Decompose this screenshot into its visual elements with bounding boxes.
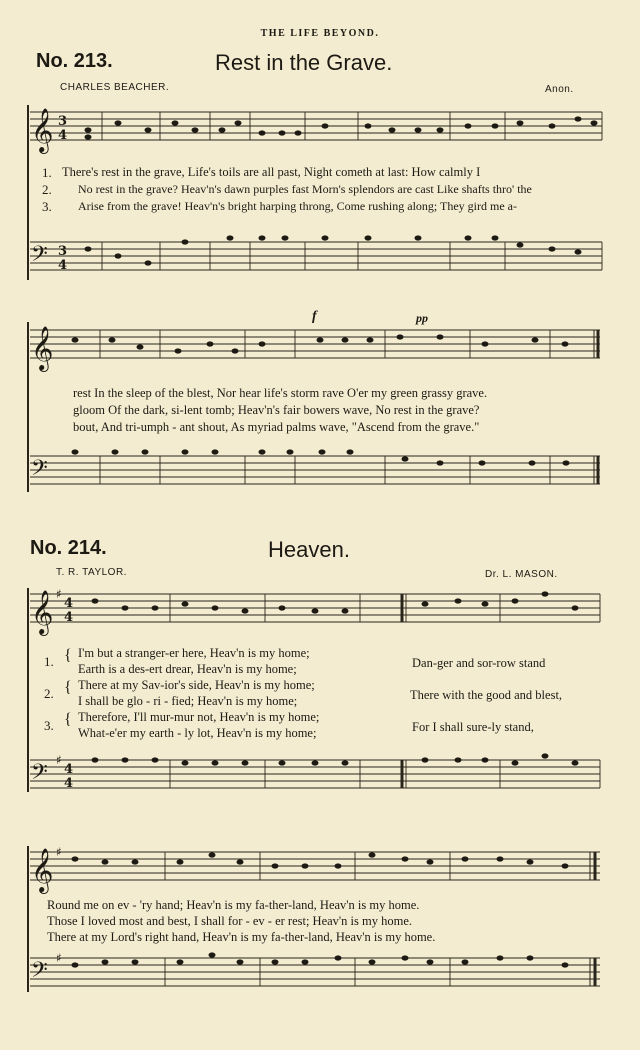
lyric-line: There at my Sav-ior's side, Heav'n is my home; [78,678,315,692]
hymn-214-title: Heaven. [268,537,350,562]
brace: { [64,711,72,728]
svg-text:3: 3 [58,244,68,259]
bass-clef: 𝄢 [31,242,48,272]
verse-number: 3. [42,199,52,214]
verse-number: 2. [42,182,52,197]
svg-text:♯: ♯ [56,951,62,965]
svg-text:4: 4 [64,762,74,777]
lyric-line: gloom Of the dark, si-lent tomb; Heav'n's fair bowers wave, No rest in the grave? [73,403,480,417]
lyric-line: Those I loved most and best, I shall for - ev - er rest; Heav'n is my home. [47,914,413,928]
lyric-line: Dan-ger and sor-row stand [412,656,546,670]
svg-text:4: 4 [58,258,68,273]
verse-number: 2. [44,686,54,701]
svg-text:𝄞: 𝄞 [31,590,54,634]
svg-text:𝄞: 𝄞 [31,848,54,892]
brace: { [64,647,72,664]
lyric-line: There's rest in the grave, Life's toils are all past, Night cometh at last: How calmly I [62,165,481,179]
bar-lines [100,112,602,986]
svg-text:♯: ♯ [56,753,62,767]
lyric-line: What-e'er my earth - ly lot, Heav'n is my home; [78,726,317,740]
hymn-214-composer-right: Dr. L. MASON. [485,569,558,580]
hymn-214-sys1-treble-staff [30,594,600,622]
lyric-line: Earth is a des-ert drear, Heav'n is my home; [78,662,297,676]
svg-text:3: 3 [58,114,68,129]
brace: { [64,679,72,696]
lyric-line: No rest in the grave? Heav'n's dawn purples fast Morn's splendors are cast Like shafts thro' the [78,182,532,196]
hymn-214-sys2-treble-staff [30,852,600,880]
hymn-213-sys2-treble-staff [30,330,600,358]
hymn-213-sys1-treble-staff [30,112,602,140]
treble-clef: 𝄞 [31,108,54,152]
lyric-line: I'm but a stranger-er here, Heav'n is my home; [78,646,310,660]
verse-number: 3. [44,718,54,733]
svg-text:♯: ♯ [56,845,62,859]
lyric-line: There with the good and blest, [410,688,563,702]
lyric-line: For I shall sure-ly stand, [412,720,534,734]
hymn-213-sys2-bass-staff [30,456,600,484]
hymn-214-number: No. 214. [30,537,107,559]
lyric-line: Therefore, I'll mur-mur not, Heav'n is my home; [78,710,320,724]
verse-number: 1. [44,654,54,669]
svg-text:𝄢: 𝄢 [31,456,48,486]
lyric-line: There at my Lord's right hand, Heav'n is my fa-ther-land, Heav'n is my home. [47,930,436,944]
running-head: THE LIFE BEYOND. [260,28,380,39]
svg-text:𝄢: 𝄢 [31,958,48,988]
dynamic-pianissimo: pp [416,311,428,325]
hymn-213-number: No. 213. [36,50,113,72]
dynamic-forte: f [312,309,317,324]
verse-number: 1. [42,165,52,180]
hymn-213-composer-right: Anon. [545,84,574,95]
svg-text:4: 4 [64,610,74,625]
hymn-214-sys2-bass-staff [30,958,600,986]
svg-text:𝄞: 𝄞 [31,326,54,370]
hymn-213-title: Rest in the Grave. [215,50,393,75]
hymn-214-composer-left: T. R. TAYLOR. [56,567,127,578]
svg-text:♯: ♯ [56,587,62,601]
lyric-line: I shall be glo - ri - fied; Heav'n is my home; [78,694,298,708]
svg-text:𝄢: 𝄢 [31,760,48,790]
svg-text:4: 4 [64,776,74,791]
lyric-line: bout, And tri-umph - ant shout, As myriad palms wave, "Ascend from the grave." [73,420,480,434]
hymn-213-composer-left: CHARLES BEACHER. [60,82,170,93]
svg-text:4: 4 [58,128,68,143]
lyric-line: rest In the sleep of the blest, Nor hear life's storm rave O'er my green grassy grave. [73,386,488,400]
lyric-line: Arise from the grave! Heav'n's bright harping throng, Come rushing along; They gird me a- [78,199,517,213]
lyric-line: Round me on ev - 'ry hand; Heav'n is my fa-ther-land, Heav'n is my home. [47,898,420,912]
svg-text:4: 4 [64,596,74,611]
